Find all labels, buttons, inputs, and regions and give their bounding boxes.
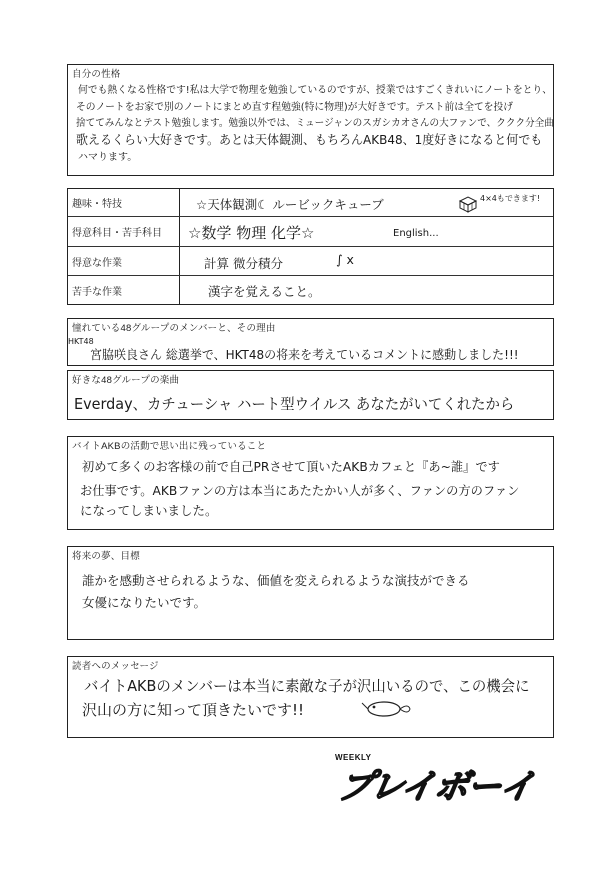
weekly-playboy-logo bbox=[334, 753, 557, 807]
subjects-note: English... bbox=[393, 228, 439, 239]
table-row-good-work bbox=[68, 247, 553, 276]
song-text: Everday、カチューシャ ハート型ウイルス あなたがいてくれたから bbox=[74, 395, 515, 413]
dream-box bbox=[67, 546, 554, 640]
bad-work-value: 漢字を覚えること。 bbox=[208, 284, 321, 299]
table-row-hobby bbox=[68, 189, 553, 217]
baito-box bbox=[67, 436, 554, 530]
hobby-note: 4×4もできます! bbox=[480, 194, 541, 203]
personality-line-3: 捨ててみんなとテスト勉強します。勉強以外では、ミュージャンのスガシカオさんの大ファンで、ククク分全曲 bbox=[76, 118, 554, 129]
good-work-value: 計算 微分積分 bbox=[204, 256, 283, 271]
personality-line-4: 歌えるくらい大好きです。あとは天体観測、もちろんAKB48、1度好きになると何でも bbox=[76, 132, 543, 147]
message-line-1: バイトAKBのメンバーは本当に素敵な子が沢山いるので、この機会に bbox=[84, 677, 530, 695]
good-work-note: ∫ x bbox=[336, 252, 354, 267]
song-box bbox=[67, 370, 554, 420]
message-box bbox=[67, 656, 554, 738]
baito-label: バイトAKBの活動で思い出に残っていること bbox=[72, 441, 267, 452]
message-line-2: 沢山の方に知って頂きたいです!! bbox=[82, 701, 305, 719]
personality-label: 自分の性格 bbox=[72, 69, 121, 80]
hobby-label: 趣味・特技 bbox=[68, 189, 180, 216]
logo-small-text: WEEKLY bbox=[335, 753, 372, 762]
baito-line-1: 初めて多くのお客様の前で自己PRさせて頂いたAKBカフェと『あ~誰』です bbox=[82, 459, 500, 474]
logo-main-text: プレイボーイ bbox=[334, 767, 537, 807]
personality-line-1: 何でも熱くなる性格です!私は大学で物理を勉強しているのですが、授業ではすごくきれいにノートをとり、 bbox=[78, 85, 553, 96]
rubiks-cube-icon bbox=[458, 195, 478, 213]
personality-line-2: そのノートをお家で別のノートにまとめ直す程勉強(特に物理)が大好きです。テスト前は全てを投げ bbox=[76, 102, 514, 113]
dream-line-1: 誰かを感動させられるような、価値を変えられるような演技ができる bbox=[82, 573, 470, 588]
admire-box bbox=[67, 318, 554, 366]
hobby-value: ☆天体観測☾ ルービックキューブ bbox=[196, 197, 384, 212]
bad-work-label: 苦手な作業 bbox=[68, 276, 180, 305]
profile-table bbox=[67, 188, 554, 305]
good-work-label: 得意な作業 bbox=[68, 247, 180, 275]
subjects-label: 得意科目・苦手科目 bbox=[68, 217, 180, 246]
message-label: 読者へのメッセージ bbox=[72, 661, 159, 672]
admire-prefix: HKT48 bbox=[68, 337, 94, 346]
table-row-bad-work bbox=[68, 276, 553, 305]
subjects-value: ☆数学 物理 化学☆ bbox=[188, 224, 315, 242]
baito-line-2: お仕事です。AKBファンの方は本当にあたたかい人が多く、ファンの方のファン bbox=[80, 483, 520, 498]
dream-label: 将来の夢、目標 bbox=[72, 551, 140, 562]
song-label: 好きな48グループの楽曲 bbox=[72, 375, 180, 386]
personality-line-5: ハマります。 bbox=[78, 152, 138, 163]
admire-text: 宮脇咲良さん 総選挙で、HKT48の将来を考えているコメントに感動しました!!! bbox=[90, 347, 519, 362]
table-row-subjects bbox=[68, 217, 553, 247]
baito-line-3: になってしまいました。 bbox=[80, 503, 218, 518]
personality-box bbox=[67, 64, 554, 176]
admire-label: 憧れている48グループのメンバーと、その理由 bbox=[72, 323, 276, 334]
bird-doodle-icon bbox=[358, 697, 412, 721]
dream-line-2: 女優になりたいです。 bbox=[82, 595, 207, 610]
